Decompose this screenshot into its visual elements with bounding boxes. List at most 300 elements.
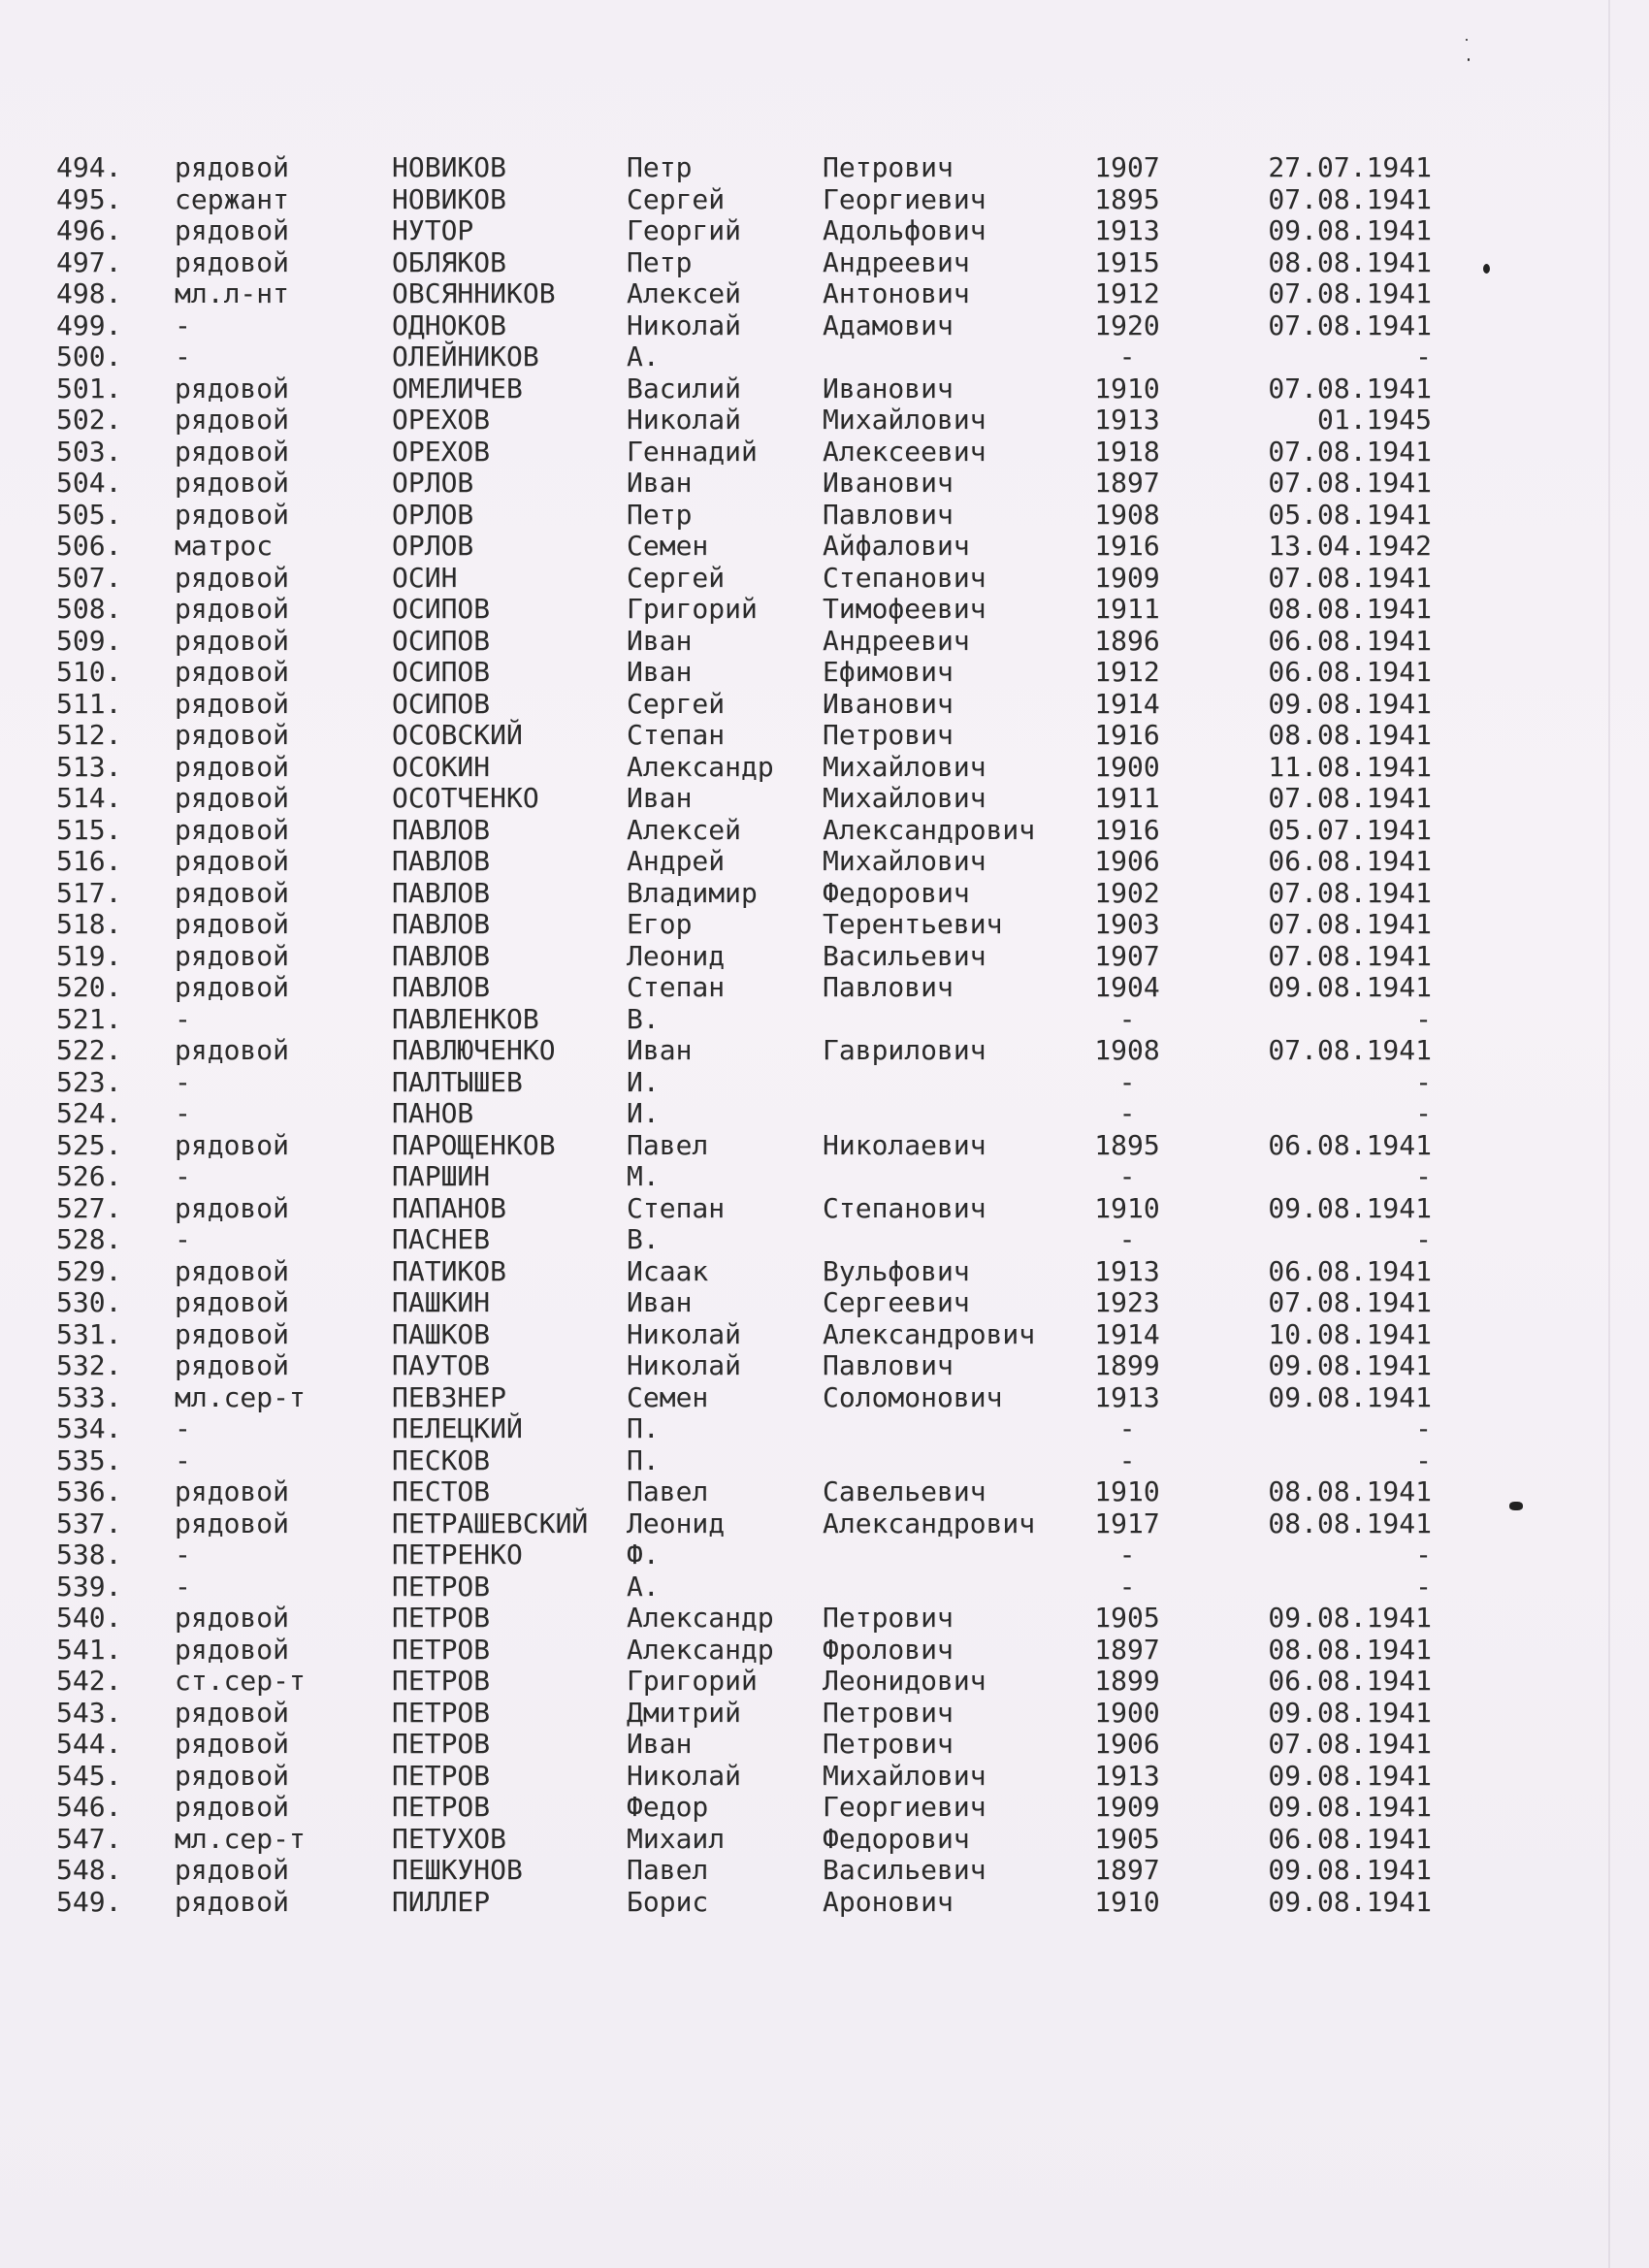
list-item [0,783,1649,815]
patronymic: Степанович [823,561,986,594]
entry-number: 499. [56,308,122,341]
list-item [0,941,1649,973]
birth-year: 1905 [1094,1602,1160,1634]
first-name: П. [627,1412,660,1444]
last-name: ОРЕХОВ [392,404,491,436]
entry-number: 507. [56,561,122,594]
patronymic: Тимофеевич [823,593,986,625]
first-name: Павел [627,1475,709,1507]
last-name: ПЕЛЕЦКИЙ [392,1412,523,1444]
first-name: Георгий [627,214,742,246]
list-item [0,1729,1649,1761]
birth-year: 1918 [1094,435,1160,468]
birth-year: 1908 [1094,498,1160,531]
patronymic: Васильевич [823,939,986,972]
rank: - [175,1223,191,1255]
rank: рядовой [175,435,290,468]
patronymic: Ефимович [823,656,954,688]
last-name: ПАРШИН [392,1160,491,1192]
first-name: Иван [627,782,693,814]
birth-year: 1913 [1094,404,1160,436]
entry-number: 520. [56,971,122,1003]
entry-number: 538. [56,1539,122,1571]
rank: матрос [175,530,274,562]
last-name: ПЕТРОВ [392,1791,491,1823]
list-item [0,152,1649,184]
first-name: Ф. [627,1539,660,1571]
list-item [0,594,1649,626]
list-item [0,1161,1649,1193]
last-name: ПИЛЛЕР [392,1885,491,1918]
first-name: Иван [627,467,693,499]
rank: рядовой [175,1885,290,1918]
entry-number: 495. [56,182,122,215]
date: 10.08.1941 [1268,1317,1432,1350]
birth-year: 1912 [1094,277,1160,309]
rank: рядовой [175,1696,290,1729]
rank: - [175,1570,191,1603]
last-name: ПЕТРОВ [392,1696,491,1729]
patronymic: Михайлович [823,1759,986,1792]
patronymic: Леонидович [823,1665,986,1697]
rank: рядовой [175,214,290,246]
birth-year: - [1118,1160,1136,1192]
date: - [1415,1570,1432,1603]
birth-year: 1910 [1094,1885,1160,1918]
entry-number: 496. [56,214,122,246]
list-item [0,1855,1649,1887]
date: - [1415,1160,1432,1192]
first-name: Николай [627,1317,742,1350]
rank: рядовой [175,813,290,846]
rank: - [175,1065,191,1098]
date: 08.08.1941 [1268,593,1432,625]
entry-number: 531. [56,1317,122,1350]
first-name: Александр [627,1633,774,1666]
first-name: Иван [627,624,693,657]
last-name: ПАВЛОВ [392,971,491,1003]
birth-year: - [1118,1097,1136,1129]
entry-number: 510. [56,656,122,688]
entry-number: 524. [56,1097,122,1129]
first-name: Владимир [627,876,758,909]
patronymic: Михайлович [823,782,986,814]
rank: рядовой [175,561,290,594]
date: 09.08.1941 [1268,1191,1432,1224]
date: 07.08.1941 [1268,782,1432,814]
list-item [0,341,1649,373]
entry-number: 537. [56,1507,122,1539]
list-item [0,1792,1649,1824]
date: - [1415,1443,1432,1476]
list-item [0,1004,1649,1036]
date: 09.08.1941 [1268,1380,1432,1413]
first-name: Николай [627,1349,742,1381]
birth-year: 1907 [1094,939,1160,972]
patronymic: Васильевич [823,1854,986,1886]
first-name: Исаак [627,1254,709,1287]
patronymic: Петрович [823,1728,954,1760]
date: 06.08.1941 [1268,624,1432,657]
entry-number: 515. [56,813,122,846]
first-name: Семен [627,530,709,562]
first-name: В. [627,1002,660,1035]
patronymic: Павлович [823,498,954,531]
date: 13.04.1942 [1268,530,1432,562]
patronymic: Адольфович [823,214,986,246]
patronymic: Андреевич [823,245,970,278]
birth-year: 1900 [1094,1696,1160,1729]
birth-year: 1895 [1094,1128,1160,1161]
last-name: ОЛЕЙНИКОВ [392,340,539,373]
first-name: П. [627,1443,660,1476]
list-item [0,1445,1649,1477]
list-item [0,1224,1649,1256]
last-name: ПАСНЕВ [392,1223,491,1255]
list-item [0,815,1649,847]
first-name: Александр [627,1602,774,1634]
last-name: ПЕТУХОВ [392,1822,507,1855]
entry-number: 521. [56,1002,122,1035]
birth-year: 1900 [1094,750,1160,783]
entry-number: 542. [56,1665,122,1697]
birth-year: 1910 [1094,1475,1160,1507]
first-name: Степан [627,719,726,751]
rank: рядовой [175,1254,290,1287]
entry-number: 527. [56,1191,122,1224]
last-name: ОСИПОВ [392,624,491,657]
patronymic: Адамович [823,308,954,341]
first-name: Николай [627,404,742,436]
rank: мл.сер-т [175,1380,306,1413]
list-item [0,1603,1649,1635]
date: 05.07.1941 [1268,813,1432,846]
date: 07.08.1941 [1268,1286,1432,1318]
date: 09.08.1941 [1268,1696,1432,1729]
entry-number: 519. [56,939,122,972]
birth-year: 1910 [1094,372,1160,405]
last-name: НОВИКОВ [392,151,507,183]
list-item [0,1413,1649,1445]
date: 09.08.1941 [1268,1885,1432,1918]
birth-year: 1913 [1094,1254,1160,1287]
list-item [0,657,1649,689]
first-name: Андрей [627,845,726,877]
first-name: Александр [627,750,774,783]
birth-year: - [1118,1065,1136,1098]
date: 07.08.1941 [1268,467,1432,499]
birth-year: 1899 [1094,1665,1160,1697]
entry-number: 545. [56,1759,122,1792]
first-name: Геннадий [627,435,758,468]
birth-year: 1913 [1094,214,1160,246]
list-item [0,184,1649,216]
list-item [0,1824,1649,1856]
last-name: ПАВЛЕНКОВ [392,1002,539,1035]
list-item [0,1887,1649,1919]
entry-number: 543. [56,1696,122,1729]
rank: рядовой [175,687,290,720]
patronymic: Михайлович [823,750,986,783]
last-name: ОМЕЛИЧЕВ [392,372,523,405]
entry-number: 509. [56,624,122,657]
rank: рядовой [175,467,290,499]
list-item [0,1193,1649,1225]
rank: рядовой [175,1286,290,1318]
birth-year: 1904 [1094,971,1160,1003]
date: 27.07.1941 [1268,151,1432,183]
last-name: ПЕВЗНЕР [392,1380,507,1413]
first-name: Иван [627,1034,693,1066]
rank: рядовой [175,1349,290,1381]
first-name: Павел [627,1854,709,1886]
list-item [0,626,1649,658]
first-name: Иван [627,1728,693,1760]
birth-year: 1906 [1094,1728,1160,1760]
first-name: Алексей [627,813,742,846]
rank: рядовой [175,719,290,751]
date: 07.08.1941 [1268,1034,1432,1066]
last-name: ПЕТРОВ [392,1633,491,1666]
first-name: В. [627,1223,660,1255]
birth-year: 1911 [1094,593,1160,625]
rank: - [175,340,191,373]
patronymic: Алексеевич [823,435,986,468]
rank: рядовой [175,1475,290,1507]
entry-number: 518. [56,908,122,940]
date: 08.08.1941 [1268,1507,1432,1539]
date: 09.08.1941 [1268,1791,1432,1823]
patronymic: Александрович [823,1507,1036,1539]
patronymic: Николаевич [823,1128,986,1161]
last-name: ОСИПОВ [392,593,491,625]
first-name: Григорий [627,1665,758,1697]
first-name: И. [627,1097,660,1129]
first-name: Михаил [627,1822,726,1855]
rank: - [175,1412,191,1444]
list-item [0,1350,1649,1382]
date: 07.08.1941 [1268,939,1432,972]
date: 07.08.1941 [1268,908,1432,940]
rank: рядовой [175,908,290,940]
last-name: ОРЛОВ [392,530,474,562]
last-name: ПЕСКОВ [392,1443,491,1476]
list-item [0,1508,1649,1540]
list-item [0,1319,1649,1351]
entry-number: 528. [56,1223,122,1255]
rank: рядовой [175,876,290,909]
date: - [1415,1412,1432,1444]
rank: рядовой [175,656,290,688]
last-name: ПАШКОВ [392,1317,491,1350]
last-name: ОСОКИН [392,750,491,783]
rank: сержант [175,182,290,215]
patronymic: Александрович [823,813,1036,846]
list-item [0,1130,1649,1162]
date: 09.08.1941 [1268,1854,1432,1886]
last-name: ПАВЛОВ [392,845,491,877]
list-item [0,752,1649,784]
entry-number: 544. [56,1728,122,1760]
last-name: ПЕТРОВ [392,1602,491,1634]
entry-number: 503. [56,435,122,468]
rank: рядовой [175,404,290,436]
rank: - [175,1443,191,1476]
patronymic: Аронович [823,1885,954,1918]
rank: рядовой [175,245,290,278]
date: 09.08.1941 [1268,214,1432,246]
date: 11.08.1941 [1268,750,1432,783]
entry-number: 522. [56,1034,122,1066]
list-item [0,247,1649,279]
last-name: ОСОВСКИЙ [392,719,523,751]
rank: рядовой [175,1191,290,1224]
first-name: И. [627,1065,660,1098]
rank: ст.сер-т [175,1665,306,1697]
first-name: Леонид [627,1507,726,1539]
last-name: ПЕТРОВ [392,1665,491,1697]
first-name: Иван [627,656,693,688]
patronymic: Павлович [823,1349,954,1381]
date: 06.08.1941 [1268,1822,1432,1855]
rank: рядовой [175,1728,290,1760]
date: 06.08.1941 [1268,656,1432,688]
rank: рядовой [175,1602,290,1634]
entry-number: 497. [56,245,122,278]
list-item [0,689,1649,721]
first-name: Иван [627,1286,693,1318]
list-item [0,1256,1649,1288]
last-name: ОДНОКОВ [392,308,507,341]
entry-number: 511. [56,687,122,720]
list-item [0,1067,1649,1099]
birth-year: 1912 [1094,656,1160,688]
patronymic: Фролович [823,1633,954,1666]
first-name: Петр [627,245,693,278]
first-name: Дмитрий [627,1696,742,1729]
first-name: Егор [627,908,693,940]
rank: рядовой [175,624,290,657]
date: 06.08.1941 [1268,1665,1432,1697]
rank: рядовой [175,1633,290,1666]
last-name: ПЕСТОВ [392,1475,491,1507]
entry-number: 548. [56,1854,122,1886]
entry-number: 549. [56,1885,122,1918]
first-name: Николай [627,1759,742,1792]
first-name: А. [627,1570,660,1603]
entry-number: 525. [56,1128,122,1161]
last-name: ПЕТРАШЕВСКИЙ [392,1507,589,1539]
entry-number: 530. [56,1286,122,1318]
birth-year: 1896 [1094,624,1160,657]
date: 07.08.1941 [1268,308,1432,341]
birth-year: - [1118,1002,1136,1035]
birth-year: 1906 [1094,845,1160,877]
date: - [1415,1223,1432,1255]
rank: рядовой [175,750,290,783]
birth-year: 1920 [1094,308,1160,341]
list-item [0,1635,1649,1667]
rank: - [175,308,191,341]
entry-number: 505. [56,498,122,531]
patronymic: Иванович [823,687,954,720]
entry-number: 512. [56,719,122,751]
list-item [0,1761,1649,1793]
entry-number: 547. [56,1822,122,1855]
list-item [0,972,1649,1004]
list-item [0,531,1649,563]
birth-year: 1913 [1094,1380,1160,1413]
date: - [1415,340,1432,373]
rank: - [175,1160,191,1192]
last-name: ПЕТРОВ [392,1570,491,1603]
patronymic: Георгиевич [823,182,986,215]
birth-year: - [1118,1539,1136,1571]
last-name: ПАНОВ [392,1097,474,1129]
first-name: Алексей [627,277,742,309]
date: 08.08.1941 [1268,245,1432,278]
birth-year: 1902 [1094,876,1160,909]
birth-year: 1916 [1094,813,1160,846]
list-item [0,1539,1649,1571]
entry-number: 526. [56,1160,122,1192]
list-item [0,878,1649,910]
last-name: ОРЛОВ [392,467,474,499]
date: 09.08.1941 [1268,971,1432,1003]
entry-number: 535. [56,1443,122,1476]
date: 07.08.1941 [1268,372,1432,405]
date: 06.08.1941 [1268,1254,1432,1287]
birth-year: 1915 [1094,245,1160,278]
entry-number: 500. [56,340,122,373]
entry-number: 498. [56,277,122,309]
first-name: Сергей [627,182,726,215]
last-name: ОРЕХОВ [392,435,491,468]
birth-year: - [1118,340,1136,373]
birth-year: 1903 [1094,908,1160,940]
rank: мл.л-нт [175,277,290,309]
birth-year: - [1118,1223,1136,1255]
date: 07.08.1941 [1268,1728,1432,1760]
list-item [0,468,1649,500]
list-item [0,846,1649,878]
first-name: Григорий [627,593,758,625]
patronymic: Федорович [823,1822,970,1855]
birth-year: - [1118,1443,1136,1476]
birth-year: 1916 [1094,530,1160,562]
last-name: ПАУТОВ [392,1349,491,1381]
date: 06.08.1941 [1268,1128,1432,1161]
entry-number: 516. [56,845,122,877]
birth-year: 1909 [1094,1791,1160,1823]
first-name: А. [627,340,660,373]
list-item [0,1287,1649,1319]
patronymic: Павлович [823,971,954,1003]
list-item [0,215,1649,247]
last-name: ПАВЛОВ [392,876,491,909]
patronymic: Савельевич [823,1475,986,1507]
date: 08.08.1941 [1268,719,1432,751]
list-item [0,437,1649,469]
birth-year: 1913 [1094,1759,1160,1792]
patronymic: Гаврилович [823,1034,986,1066]
date: 07.08.1941 [1268,876,1432,909]
rank: рядовой [175,1128,290,1161]
birth-year: 1914 [1094,687,1160,720]
rank: - [175,1097,191,1129]
first-name: Сергей [627,561,726,594]
patronymic: Иванович [823,372,954,405]
